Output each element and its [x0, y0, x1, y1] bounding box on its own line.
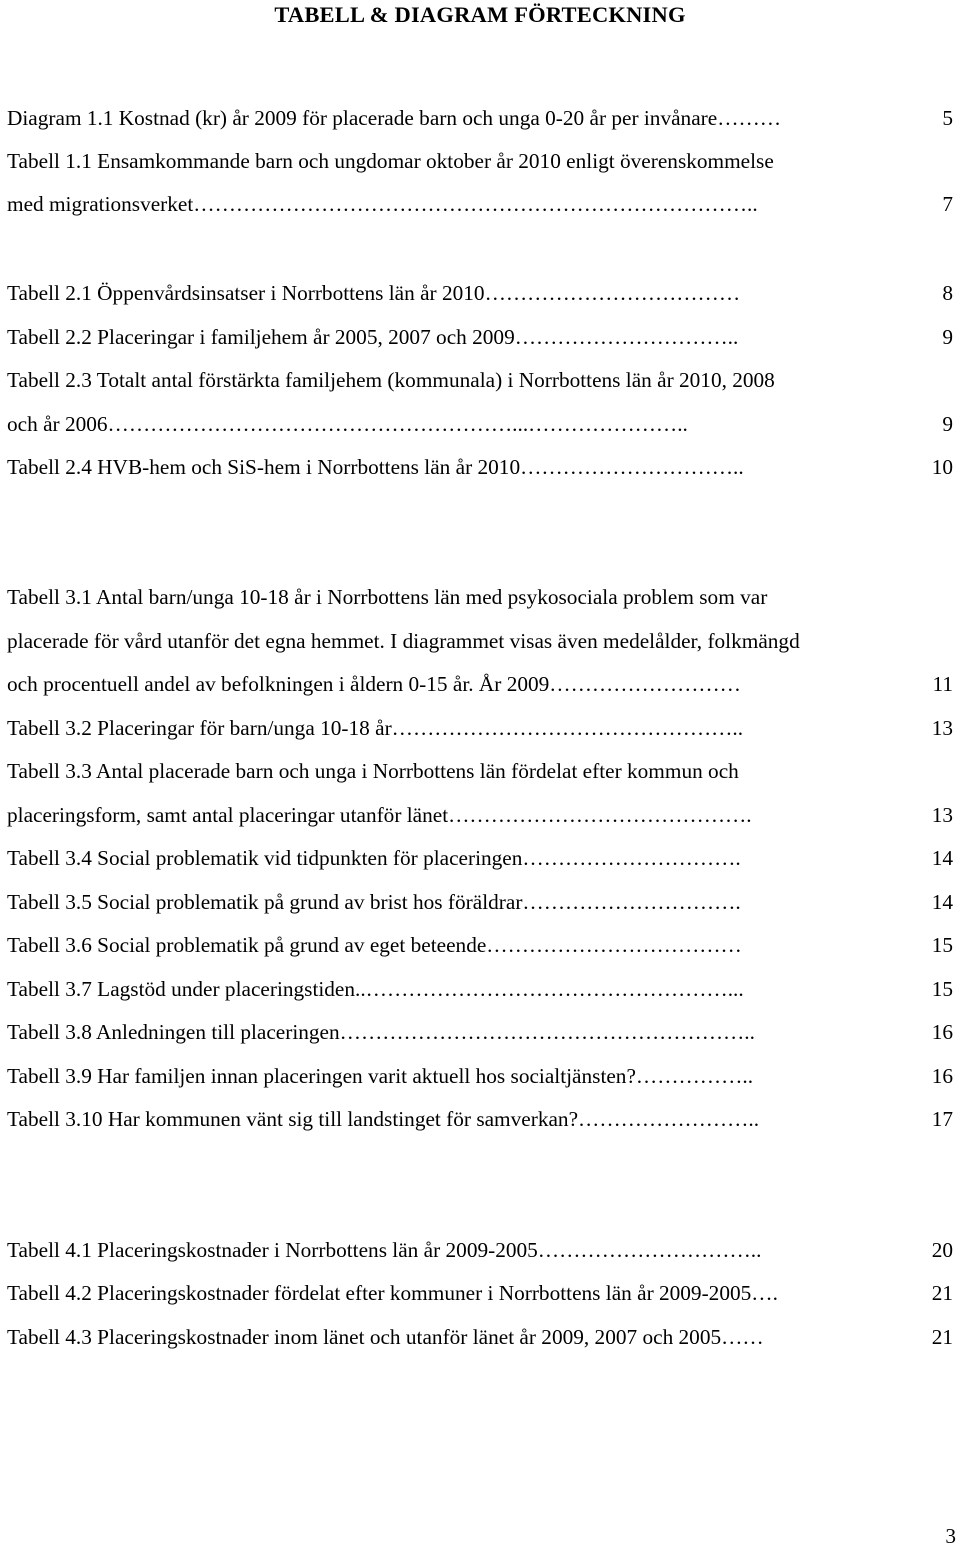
- toc-entry: [7, 1323, 953, 1351]
- toc-entry: [7, 583, 953, 611]
- toc-page-number: 14: [931, 890, 953, 914]
- toc-page-number: 15: [931, 977, 953, 1001]
- toc-entry-text: Tabell 3.10 Har kommunen vänt sig till landstinget för samverkan?……………………..: [7, 1107, 760, 1131]
- toc-page-number: 21: [931, 1281, 953, 1305]
- toc-page-number: 20: [931, 1238, 953, 1262]
- toc-entry-text: Tabell 2.1 Öppenvårdsinsatser i Norrbottens län år 2010………………………………: [7, 281, 741, 305]
- toc-entry-text: Tabell 4.1 Placeringskostnader i Norrbottens län år 2009-2005…………………………..: [7, 1238, 762, 1262]
- toc-entry: [7, 1236, 953, 1264]
- toc-entry: [7, 453, 953, 481]
- toc-entry: [7, 931, 953, 959]
- toc-page-number: 5: [942, 106, 953, 130]
- toc-entry-text: Tabell 2.2 Placeringar i familjehem år 2005, 2007 och 2009…………………………..: [7, 325, 739, 349]
- toc-entry: [7, 627, 953, 655]
- toc-entry: [7, 670, 953, 698]
- toc-entry: [7, 1062, 953, 1090]
- page-number: 3: [945, 1524, 956, 1548]
- toc-page-number: 16: [931, 1020, 953, 1044]
- toc-entry-text: Tabell 2.3 Totalt antal förstärkta familjehem (kommunala) i Norrbottens län år 2010, 2008: [7, 368, 775, 392]
- toc-entry: [7, 323, 953, 351]
- toc-entry: [7, 147, 953, 175]
- toc-entry: [7, 190, 953, 218]
- toc-entry: [7, 888, 953, 916]
- toc-entry-text: placerade för vård utanför det egna hemmet. I diagrammet visas även medelålder, folkmängd: [7, 629, 800, 653]
- toc-page-number: 15: [931, 933, 953, 957]
- toc-entry-text: och procentuell andel av befolkningen i åldern 0-15 år. År 2009………………………: [7, 672, 741, 696]
- page-title: TABELL & DIAGRAM FÖRTECKNING: [274, 2, 686, 27]
- toc-page-number: 21: [931, 1325, 953, 1349]
- toc-entry: [7, 844, 953, 872]
- toc-entry-text: och år 2006…………………………………………………...…………………..: [7, 412, 688, 436]
- toc-entry: [7, 1018, 953, 1046]
- toc-page-number: 8: [942, 281, 953, 305]
- toc-page-number: 16: [931, 1064, 953, 1088]
- toc-entry: [7, 975, 953, 1003]
- toc-page-number: 13: [931, 716, 953, 740]
- toc-entry-text: Tabell 3.3 Antal placerade barn och unga i Norrbottens län fördelat efter kommun och: [7, 759, 739, 783]
- toc-page-number: 9: [942, 325, 953, 349]
- toc-entry: [7, 366, 953, 394]
- toc-entry: [7, 1105, 953, 1133]
- toc-entry-text: Diagram 1.1 Kostnad (kr) år 2009 för placerade barn och unga 0-20 år per invånare………: [7, 106, 782, 130]
- toc-page-number: 10: [931, 455, 953, 479]
- toc-entry: [7, 1279, 953, 1307]
- toc-entry-text: Tabell 3.6 Social problematik på grund av eget beteende………………………………: [7, 933, 742, 957]
- toc-entry-text: placeringsform, samt antal placeringar utanför länet…………………………………….: [7, 803, 752, 827]
- toc-entry: [7, 757, 953, 785]
- toc-entry-text: Tabell 3.8 Anledningen till placeringen…………………………………………………..: [7, 1020, 755, 1044]
- toc-entry-text: Tabell 3.7 Lagstöd under placeringstiden..……………………………………………...: [7, 977, 744, 1001]
- toc-page-number: 11: [932, 672, 953, 696]
- toc-page-number: 14: [931, 846, 953, 870]
- toc-entry-text: Tabell 2.4 HVB-hem och SiS-hem i Norrbottens län år 2010…………………………..: [7, 455, 744, 479]
- toc-entry: [7, 801, 953, 829]
- toc-entry-text: Tabell 4.2 Placeringskostnader fördelat efter kommuner i Norrbottens län år 2009-2005….: [7, 1281, 778, 1305]
- toc-entry-text: Tabell 3.2 Placeringar för barn/unga 10-18 år…………………………………………..: [7, 716, 744, 740]
- toc-entry: [7, 279, 953, 307]
- toc-entry-text: Tabell 3.4 Social problematik vid tidpunkten för placeringen………………………….: [7, 846, 741, 870]
- toc-page-number: 13: [931, 803, 953, 827]
- toc-entry: [7, 714, 953, 742]
- toc-entry-text: Tabell 4.3 Placeringskostnader inom länet och utanför länet år 2009, 2007 och 2005……: [7, 1325, 764, 1349]
- toc-entry: [7, 410, 953, 438]
- toc-entry-text: Tabell 1.1 Ensamkommande barn och ungdomar oktober år 2010 enligt överenskommelse: [7, 149, 774, 173]
- toc-entry-text: Tabell 3.1 Antal barn/unga 10-18 år i Norrbottens län med psykosociala problem som var: [7, 585, 768, 609]
- toc-page-number: 7: [942, 192, 953, 216]
- toc-entry-text: Tabell 3.9 Har familjen innan placeringen varit aktuell hos socialtjänsten?……………..: [7, 1064, 754, 1088]
- toc-entry: [7, 104, 953, 132]
- toc-page-number: 9: [942, 412, 953, 436]
- toc-page-number: 17: [931, 1107, 953, 1131]
- toc-entry-text: Tabell 3.5 Social problematik på grund av brist hos föräldrar………………………….: [7, 890, 741, 914]
- toc-entry-text: med migrationsverket……………………………………………………………………..: [7, 192, 758, 216]
